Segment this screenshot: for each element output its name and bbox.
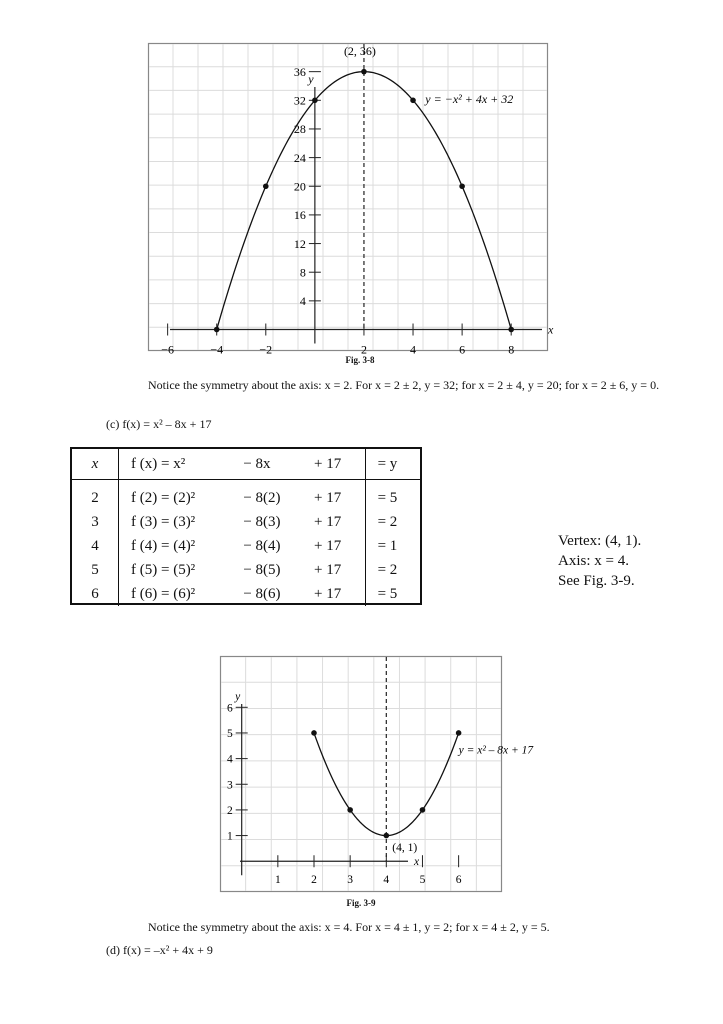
row-fx: f (3) = (3)² bbox=[131, 513, 196, 530]
y-tick-label: 6 bbox=[226, 702, 233, 715]
x-tick-label: −2 bbox=[259, 342, 273, 357]
y-axis-label: y bbox=[235, 691, 241, 703]
x-tick-label: 2 bbox=[360, 342, 367, 357]
row-fx: f (5) = (5)² bbox=[131, 561, 196, 578]
y-tick-label: 3 bbox=[226, 779, 233, 792]
row-plus: + 17 bbox=[308, 480, 365, 511]
x-tick-label: −4 bbox=[210, 342, 224, 357]
x-tick-label: 8 bbox=[508, 342, 515, 357]
table-row bbox=[72, 582, 420, 606]
table-header-row bbox=[72, 449, 420, 480]
y-tick-label: 8 bbox=[299, 265, 306, 280]
table-row bbox=[72, 534, 420, 558]
y-tick-label: 24 bbox=[293, 150, 306, 165]
row-plus: + 17 bbox=[308, 558, 365, 582]
header-x: x bbox=[72, 449, 119, 480]
figure-3-8 bbox=[148, 43, 554, 357]
y-tick-label: 5 bbox=[226, 727, 233, 740]
header-plus: + 17 bbox=[308, 449, 365, 480]
data-point bbox=[361, 69, 367, 75]
header-fx: f (x) = x² bbox=[131, 455, 186, 472]
figure-3-9 bbox=[220, 656, 534, 892]
symmetry-note-c: Notice the symmetry about the axis: x = 4. For x = 4 ± 1, y = 2; for x = 4 ± 2, y = 5. bbox=[148, 920, 550, 934]
row-eq: = 2 bbox=[377, 561, 398, 578]
row-x: 3 bbox=[72, 510, 119, 534]
table-row bbox=[72, 480, 420, 511]
y-tick-label: 12 bbox=[293, 236, 306, 251]
plot-frame bbox=[221, 657, 502, 892]
figure-3-9-caption: Fig. 3-9 bbox=[346, 898, 376, 908]
x-tick-label: 5 bbox=[419, 874, 426, 887]
row-mid: − 8(2) bbox=[243, 489, 281, 506]
data-point bbox=[459, 183, 465, 189]
x-tick-label: 4 bbox=[410, 342, 417, 357]
vertex-side-note bbox=[558, 531, 698, 591]
vertex-text: Vertex: (4, 1). bbox=[558, 533, 642, 549]
row-fx: f (4) = (4)² bbox=[131, 537, 196, 554]
header-eq: = y bbox=[377, 455, 398, 472]
row-fx: f (6) = (6)² bbox=[131, 585, 196, 602]
x-tick-label: 1 bbox=[274, 874, 281, 887]
row-mid: − 8(3) bbox=[243, 513, 281, 530]
calc-table bbox=[72, 449, 420, 606]
row-eq: = 2 bbox=[377, 513, 398, 530]
data-point bbox=[214, 327, 220, 333]
y-tick-label: 4 bbox=[226, 753, 233, 766]
row-x: 6 bbox=[72, 582, 119, 606]
part-c-label: (c) f(x) = x² – 8x + 17 bbox=[106, 417, 212, 431]
see-figure-text: See Fig. 3-9. bbox=[558, 573, 635, 589]
data-point bbox=[410, 98, 416, 104]
data-point bbox=[312, 98, 318, 104]
data-point bbox=[508, 327, 514, 333]
data-point bbox=[347, 807, 353, 813]
equation-label: y = x² – 8x + 17 bbox=[458, 744, 534, 757]
axis-text: Axis: x = 4. bbox=[558, 553, 629, 569]
part-d-label: (d) f(x) = –x² + 4x + 9 bbox=[106, 943, 213, 957]
row-mid: − 8(5) bbox=[243, 561, 281, 578]
data-point bbox=[263, 183, 269, 189]
value-table bbox=[70, 447, 422, 605]
x-tick-label: 6 bbox=[459, 342, 466, 357]
y-tick-label: 20 bbox=[293, 179, 306, 194]
data-point bbox=[384, 833, 390, 839]
vertex-label: (4, 1) bbox=[392, 841, 418, 854]
figure-3-9-plot bbox=[220, 656, 534, 892]
row-eq: = 5 bbox=[377, 489, 398, 506]
x-tick-label: 6 bbox=[455, 874, 462, 887]
figure-3-8-caption: Fig. 3-8 bbox=[345, 355, 375, 365]
row-fx: f (2) = (2)² bbox=[131, 489, 196, 506]
data-point bbox=[420, 807, 426, 813]
row-plus: + 17 bbox=[308, 510, 365, 534]
table-row bbox=[72, 558, 420, 582]
row-plus: + 17 bbox=[308, 582, 365, 606]
y-tick-label: 32 bbox=[293, 93, 306, 108]
data-point bbox=[456, 730, 462, 736]
y-axis-label: y bbox=[308, 72, 314, 86]
row-eq: = 5 bbox=[377, 585, 398, 602]
symmetry-note-b: Notice the symmetry about the axis: x = 2. For x = 2 ± 2, y = 32; for x = 2 ± 4, y = 20; for x = 2 ± 6, y = 0. bbox=[148, 378, 660, 392]
y-tick-label: 36 bbox=[293, 64, 306, 79]
row-plus: + 17 bbox=[308, 534, 365, 558]
row-x: 5 bbox=[72, 558, 119, 582]
row-mid: − 8(4) bbox=[243, 537, 281, 554]
x-tick-label: −6 bbox=[161, 342, 175, 357]
y-tick-label: 28 bbox=[293, 122, 306, 137]
row-mid: − 8(6) bbox=[243, 585, 281, 602]
table-row bbox=[72, 510, 420, 534]
figure-3-8-plot bbox=[148, 43, 554, 357]
x-tick-label: 3 bbox=[347, 874, 354, 887]
y-tick-label: 2 bbox=[226, 804, 233, 817]
x-tick-label: 2 bbox=[311, 874, 317, 887]
equation-label: y = −x² + 4x + 32 bbox=[425, 92, 514, 107]
row-x: 4 bbox=[72, 534, 119, 558]
y-tick-label: 1 bbox=[226, 830, 233, 843]
y-tick-label: 16 bbox=[293, 208, 306, 223]
data-point bbox=[311, 730, 317, 736]
x-axis-label: x bbox=[548, 322, 554, 337]
x-axis-label: x bbox=[414, 856, 420, 869]
x-tick-label: 4 bbox=[383, 874, 390, 887]
vertex-label: (2, 36) bbox=[343, 44, 376, 59]
header-mid: − 8x bbox=[243, 455, 271, 472]
row-eq: = 1 bbox=[377, 537, 398, 554]
row-x: 2 bbox=[72, 480, 119, 511]
y-tick-label: 4 bbox=[299, 294, 306, 309]
